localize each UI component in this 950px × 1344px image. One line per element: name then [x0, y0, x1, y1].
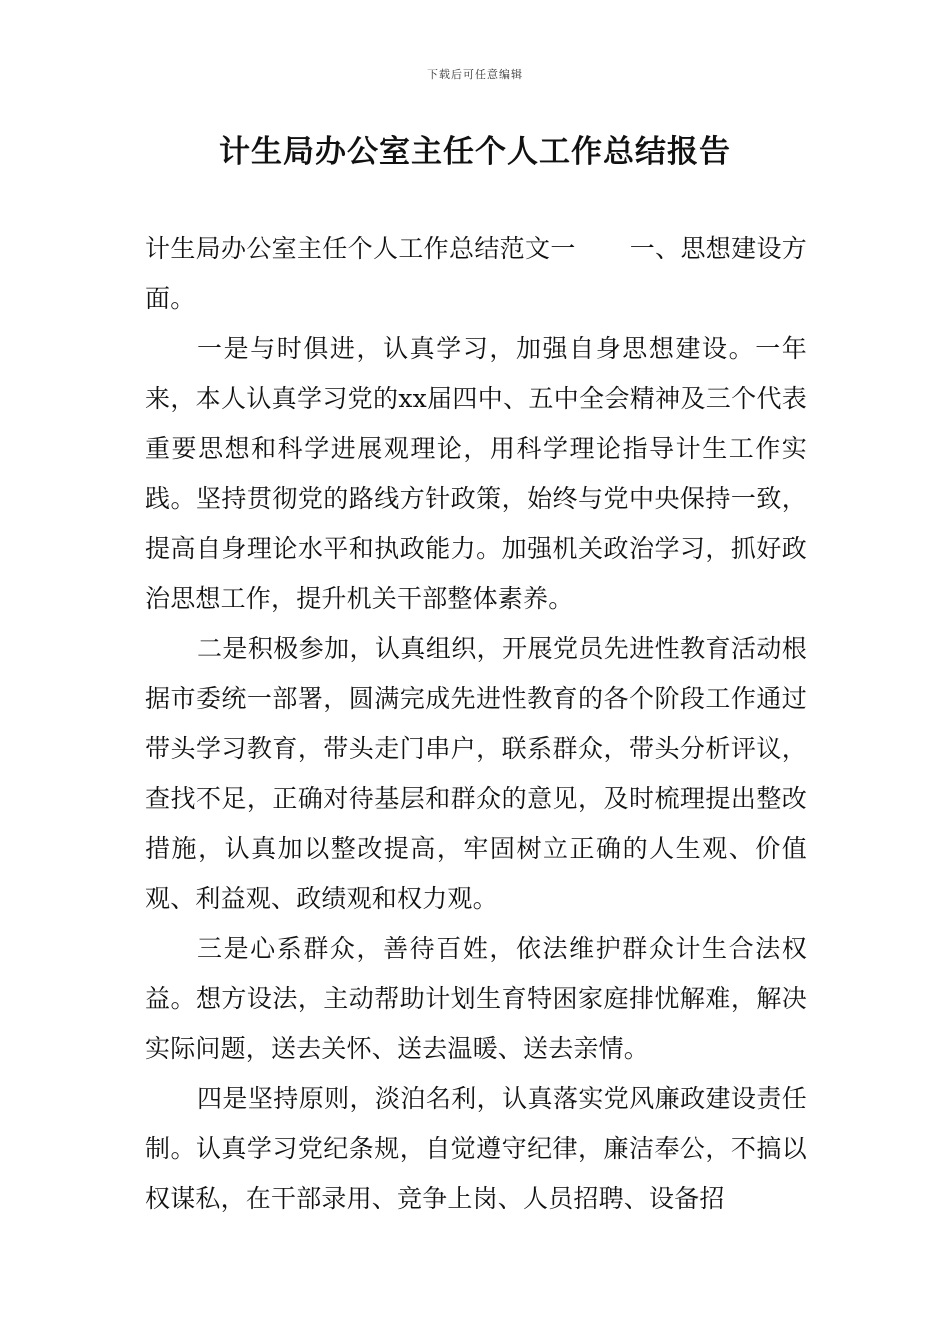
- document-body: [145, 224, 807, 1224]
- body-paragraph-1: 一是与时俱进，认真学习，加强自身思想建设。一年来，本人认真学习党的xx届四中、五中全会精神及三个代表重要思想和科学进展观理论，用科学理论指导计生工作实践。坚持贯彻党的路线方针政策，始终与党中央保持一致，提高自身理论水平和执政能力。加强机关政治学习，抓好政治思想工作，提升机关干部整体素养。: [145, 334, 807, 613]
- intro-label: 计生局办公室主任个人工作总结范文一: [145, 234, 576, 263]
- header-note: 下载后可任意编辑: [427, 68, 523, 81]
- document-title: 计生局办公室主任个人工作总结报告: [219, 134, 731, 170]
- body-paragraph-4: 四是坚持原则，淡泊名利，认真落实党风廉政建设责任制。认真学习党纪条规，自觉遵守纪律，廉洁奉公，不搞以权谋私，在干部录用、竞争上岗、人员招聘、设备招: [145, 1084, 807, 1213]
- section-heading: 一、思想建设方面。: [145, 234, 808, 313]
- intro-paragraph: [145, 224, 807, 324]
- body-paragraph-2: 二是积极参加，认真组织，开展党员先进性教育活动根据市委统一部署，圆满完成先进性教育的各个阶段工作通过带头学习教育，带头走门串户，联系群众，带头分析评议，查找不足，正确对待基层和群众的意见，及时梳理提出整改措施，认真加以整改提高，牢固树立正确的人生观、价值观、利益观、政绩观和权力观。: [145, 634, 807, 913]
- body-paragraph-3: 三是心系群众，善待百姓，依法维护群众计生合法权益。想方设法，主动帮助计划生育特困家庭排忧解难，解决实际问题，送去关怀、送去温暖、送去亲情。: [145, 934, 807, 1063]
